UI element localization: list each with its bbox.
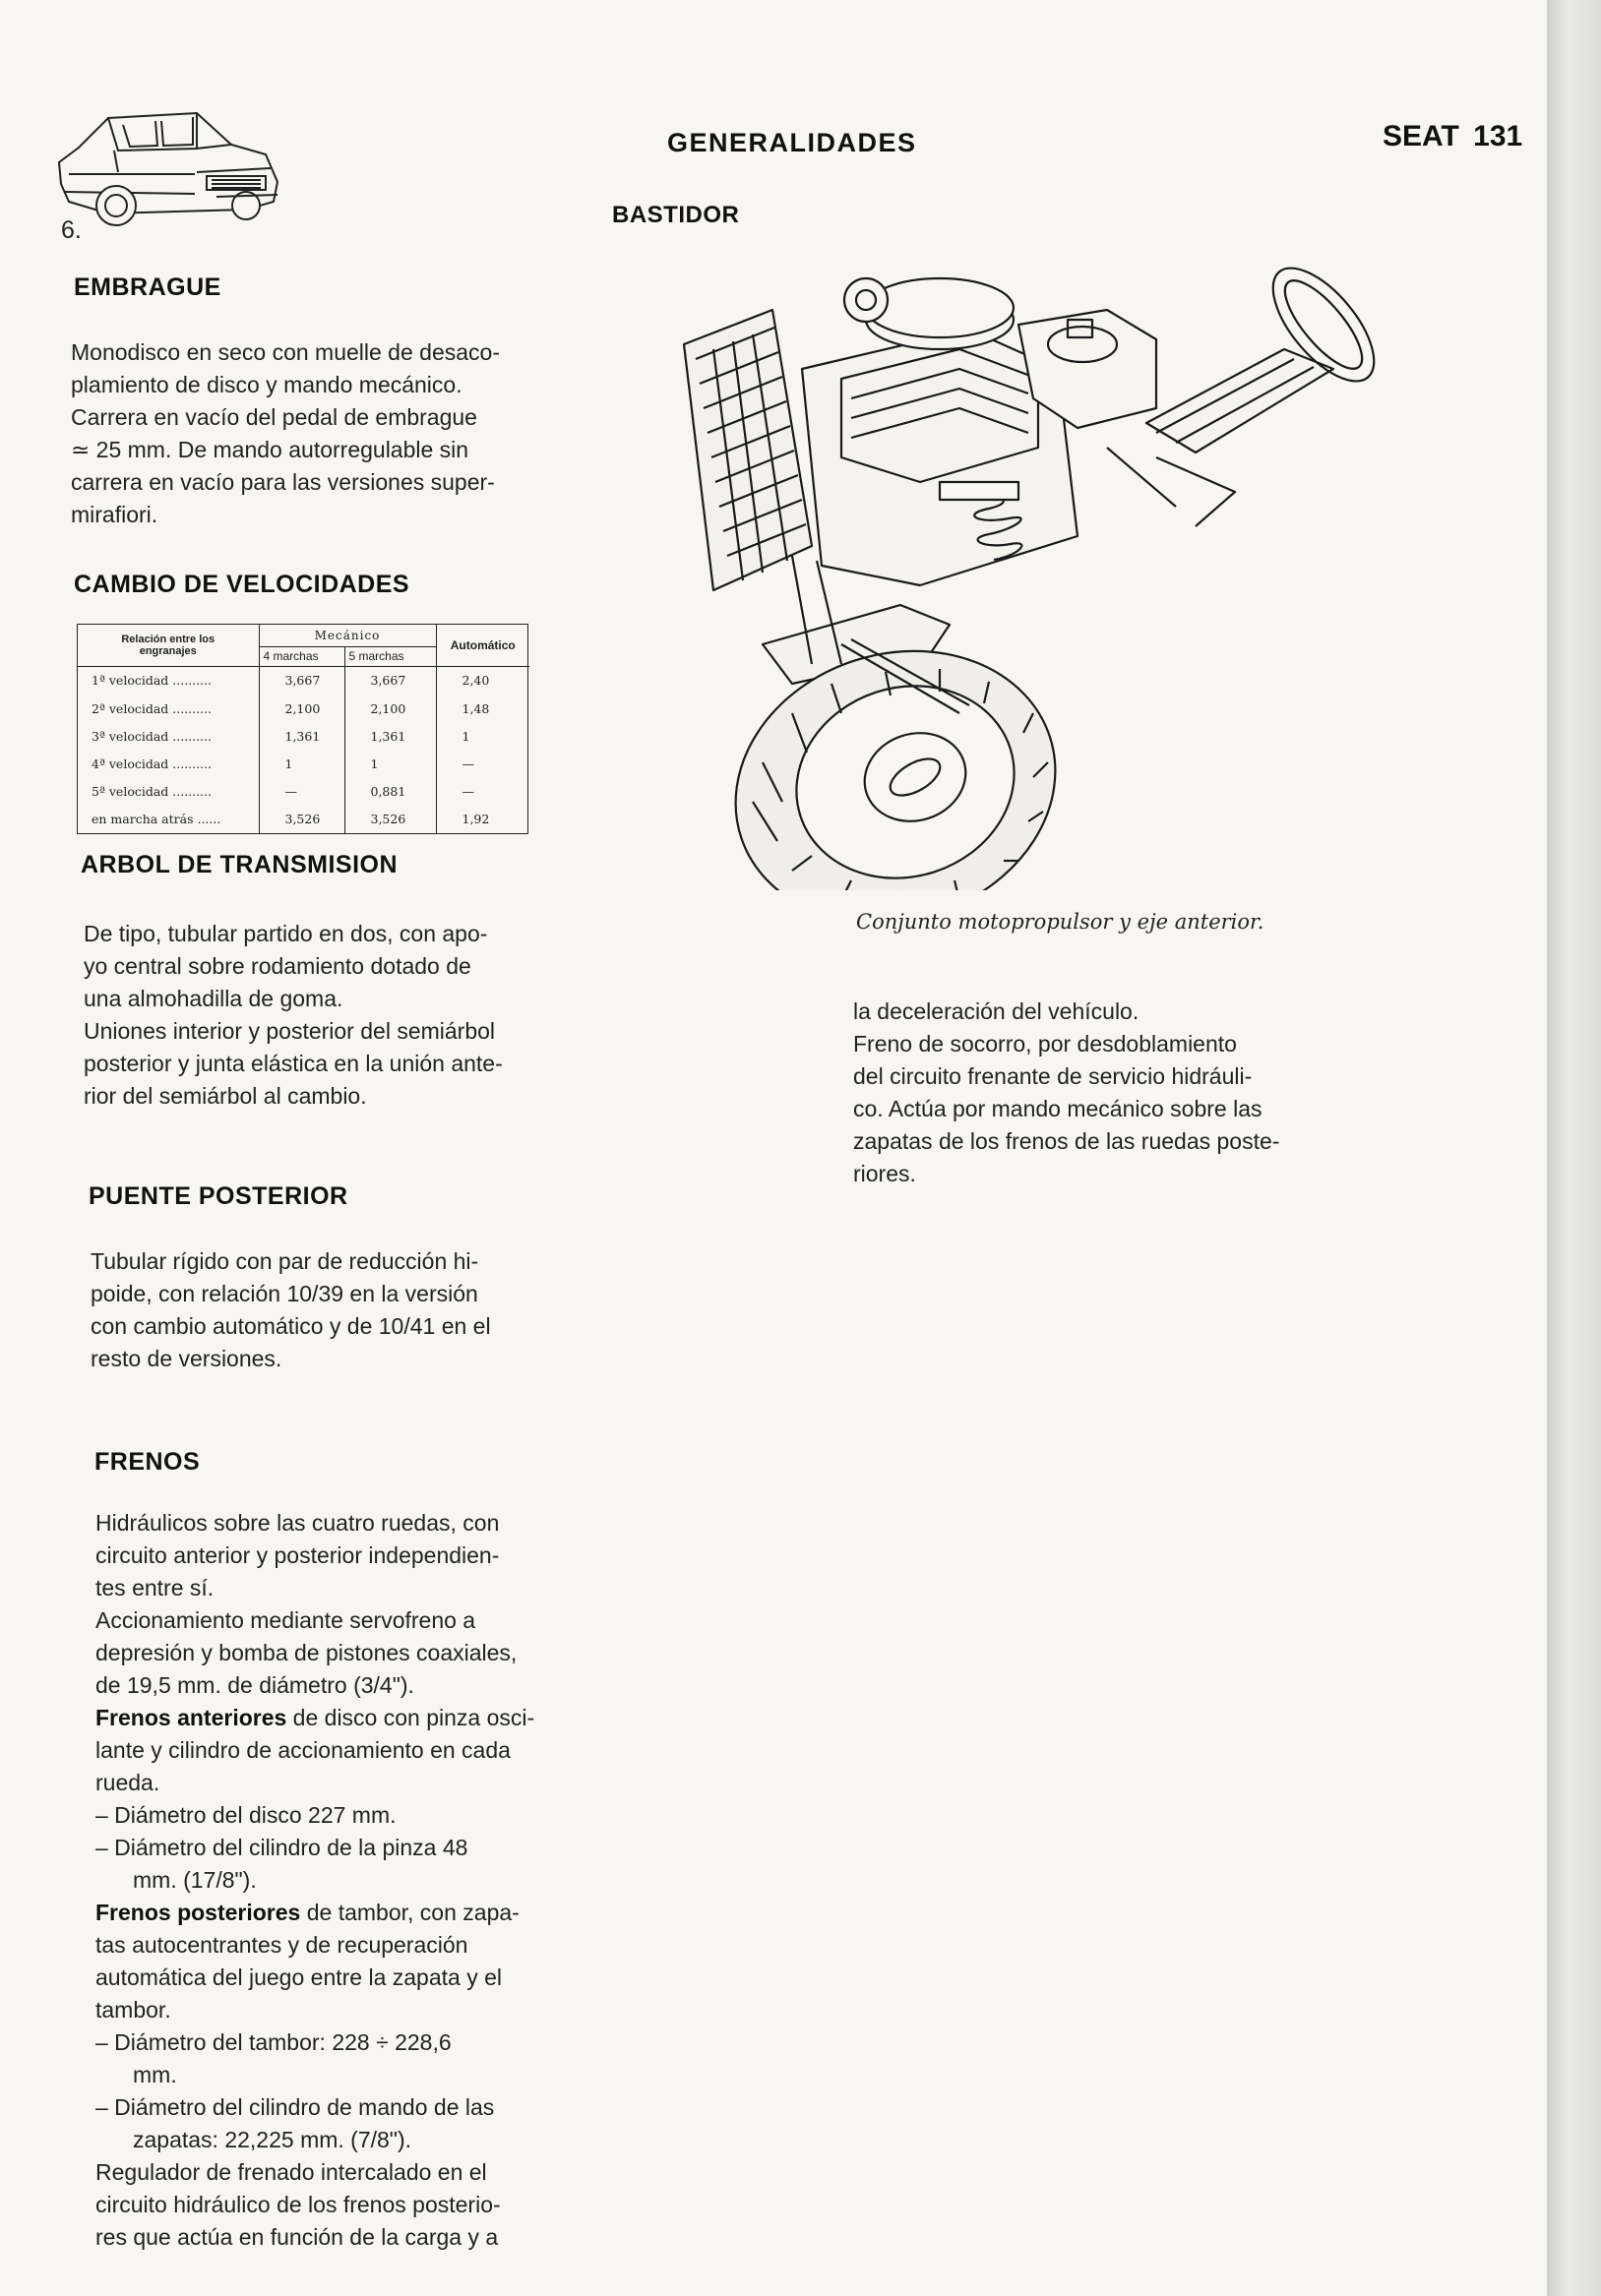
- gear-ratio-table: [77, 624, 528, 834]
- list-item-cont: mm.: [133, 2062, 177, 2087]
- puente-text: [91, 1245, 563, 1375]
- subsection-title: BASTIDOR: [612, 202, 740, 228]
- table-row: [78, 722, 529, 750]
- ratio-auto: 1,48: [436, 695, 529, 722]
- text-line: ≃ 25 mm. De mando autorregulable sin: [71, 437, 469, 462]
- text-line: de 19,5 mm. de diámetro (3/4").: [95, 1672, 414, 1698]
- table-row: [78, 666, 529, 695]
- table-row: [78, 806, 529, 833]
- frenos-heading: FRENOS: [94, 1448, 201, 1476]
- text-line: con cambio automático y de 10/41 en el: [91, 1313, 491, 1339]
- frenos-anteriores-term: Frenos anteriores: [95, 1705, 287, 1730]
- text-line: circuito hidráulico de los frenos posterio-: [95, 2192, 501, 2217]
- ratio-5m: 1,361: [344, 722, 436, 750]
- text-line: depresión y bomba de pistones coaxiales,: [95, 1640, 518, 1665]
- table-header-5-marchas: 5 marchas: [344, 646, 436, 666]
- text-line: co. Actúa por mando mecánico sobre las: [853, 1096, 1262, 1121]
- text-line: tambor.: [95, 1997, 171, 2023]
- ratio-5m: 3,526: [344, 806, 436, 833]
- embrague-text: [71, 336, 543, 531]
- frenos-text: [95, 1507, 568, 2254]
- table-header-4-marchas: 4 marchas: [259, 646, 344, 666]
- list-item-cont: zapatas: 22,225 mm. (7/8").: [133, 2127, 412, 2152]
- text-line: del circuito frenante de servicio hidráuli-: [853, 1063, 1253, 1089]
- brand-name: SEAT: [1383, 120, 1459, 152]
- text-line: Freno de socorro, por desdoblamiento: [853, 1031, 1237, 1057]
- list-item: – Diámetro del tambor: 228 ÷ 228,6: [95, 2029, 452, 2055]
- list-item: – Diámetro del disco 227 mm.: [95, 1802, 397, 1828]
- ratio-5m: 2,100: [344, 695, 436, 722]
- page-edge: [1547, 0, 1601, 2296]
- gear-label: 1ª velocidad ..........: [92, 673, 213, 689]
- ratio-4m: 1,361: [259, 722, 344, 750]
- ratio-auto: —: [436, 778, 529, 806]
- text-line: la deceleración del vehículo.: [853, 998, 1139, 1024]
- arbol-heading: ARBOL DE TRANSMISION: [81, 851, 399, 878]
- gear-label: 5ª velocidad ..........: [92, 784, 213, 800]
- ratio-4m: —: [259, 778, 344, 806]
- text-line: lante y cilindro de accionamiento en cada: [95, 1737, 511, 1763]
- text-line: Hidráulicos sobre las cuatro ruedas, con: [95, 1510, 500, 1536]
- text-line: De tipo, tubular partido en dos, con apo-: [84, 921, 488, 946]
- text-line: Carrera en vacío del pedal de embrague: [71, 404, 477, 430]
- ratio-auto: —: [436, 750, 529, 777]
- text-line: Regulador de frenado intercalado en el: [95, 2159, 487, 2185]
- text-line: resto de versiones.: [91, 1346, 282, 1371]
- text-line: Uniones interior y posterior del semiárbol: [84, 1018, 496, 1044]
- car-icon: [49, 103, 285, 231]
- frenos-posteriores-term: Frenos posteriores: [95, 1900, 301, 1925]
- text-line: res que actúa en función de la carga y a: [95, 2224, 499, 2250]
- text-line: una almohadilla de goma.: [84, 986, 343, 1011]
- gear-label: 4ª velocidad ..........: [92, 756, 213, 772]
- model-number: 131: [1473, 120, 1523, 152]
- text-line: mirafiori.: [71, 502, 158, 527]
- text-line: zapatas de los frenos de las ruedas poste-: [853, 1128, 1280, 1154]
- list-item: – Diámetro del cilindro de mando de las: [95, 2094, 495, 2120]
- table-header-relacion: Relación entre los engranajes: [78, 625, 259, 666]
- section-title: GENERALIDADES: [667, 128, 917, 157]
- text-line: automática del juego entre la zapata y el: [95, 1964, 502, 1990]
- right-column-text: [853, 996, 1325, 1190]
- text-line: rueda.: [95, 1770, 160, 1795]
- gear-label: en marcha atrás ......: [92, 812, 221, 827]
- text-line: rior del semiárbol al cambio.: [84, 1083, 367, 1109]
- text-line: Monodisco en seco con muelle de desaco-: [71, 339, 500, 365]
- ratio-auto: 1: [436, 722, 529, 750]
- cambio-heading: CAMBIO DE VELOCIDADES: [74, 571, 410, 598]
- text-run: de disco con pinza osci-: [286, 1705, 535, 1730]
- embrague-heading: EMBRAGUE: [74, 273, 221, 301]
- text-line: Accionamiento mediante servofreno a: [95, 1607, 476, 1633]
- list-item: – Diámetro del cilindro de la pinza 48: [95, 1835, 468, 1860]
- ratio-auto: 1,92: [436, 806, 529, 833]
- gear-label: 2ª velocidad ..........: [92, 700, 213, 716]
- table-row: [78, 778, 529, 806]
- text-line: poide, con relación 10/39 en la versión: [91, 1281, 478, 1306]
- ratio-5m: 3,667: [344, 666, 436, 695]
- ratio-4m: 3,526: [259, 806, 344, 833]
- text-line: riores.: [853, 1161, 916, 1186]
- text-line: circuito anterior y posterior independien-: [95, 1542, 500, 1568]
- gear-label: 3ª velocidad ..........: [92, 728, 213, 744]
- text-line: yo central sobre rodamiento dotado de: [84, 953, 471, 979]
- text-line: [95, 1897, 568, 1929]
- puente-heading: PUENTE POSTERIOR: [89, 1182, 348, 1210]
- table-row: [78, 695, 529, 722]
- table-header-mecanico: Mecánico: [259, 625, 436, 646]
- ratio-4m: 2,100: [259, 695, 344, 722]
- text-line: Tubular rígido con par de reducción hi-: [91, 1248, 479, 1274]
- engine-assembly-drawing: [645, 251, 1402, 890]
- arbol-text: [84, 918, 556, 1113]
- text-line: posterior y junta elástica en la unión ante-: [84, 1051, 503, 1076]
- text-line: [95, 1702, 568, 1734]
- text-line: tas autocentrantes y de recuperación: [95, 1932, 468, 1958]
- text-line: plamiento de disco y mando mecánico.: [71, 372, 462, 397]
- list-item-cont: mm. (17/8").: [133, 1867, 257, 1893]
- ratio-4m: 1: [259, 750, 344, 777]
- ratio-5m: 1: [344, 750, 436, 777]
- ratio-auto: 2,40: [436, 666, 529, 695]
- text-run: de tambor, con zapa-: [300, 1900, 520, 1925]
- ratio-5m: 0,881: [344, 778, 436, 806]
- text-line: tes entre sí.: [95, 1575, 215, 1601]
- ratio-4m: 3,667: [259, 666, 344, 695]
- page-number: 6.: [61, 216, 82, 244]
- table-header-automatico: Automático: [436, 625, 529, 666]
- model-label: [1383, 120, 1522, 153]
- table-row: [78, 750, 529, 777]
- figure-caption: Conjunto motopropulsor y eje anterior.: [856, 910, 1264, 934]
- text-line: carrera en vacío para las versiones super-: [71, 469, 495, 495]
